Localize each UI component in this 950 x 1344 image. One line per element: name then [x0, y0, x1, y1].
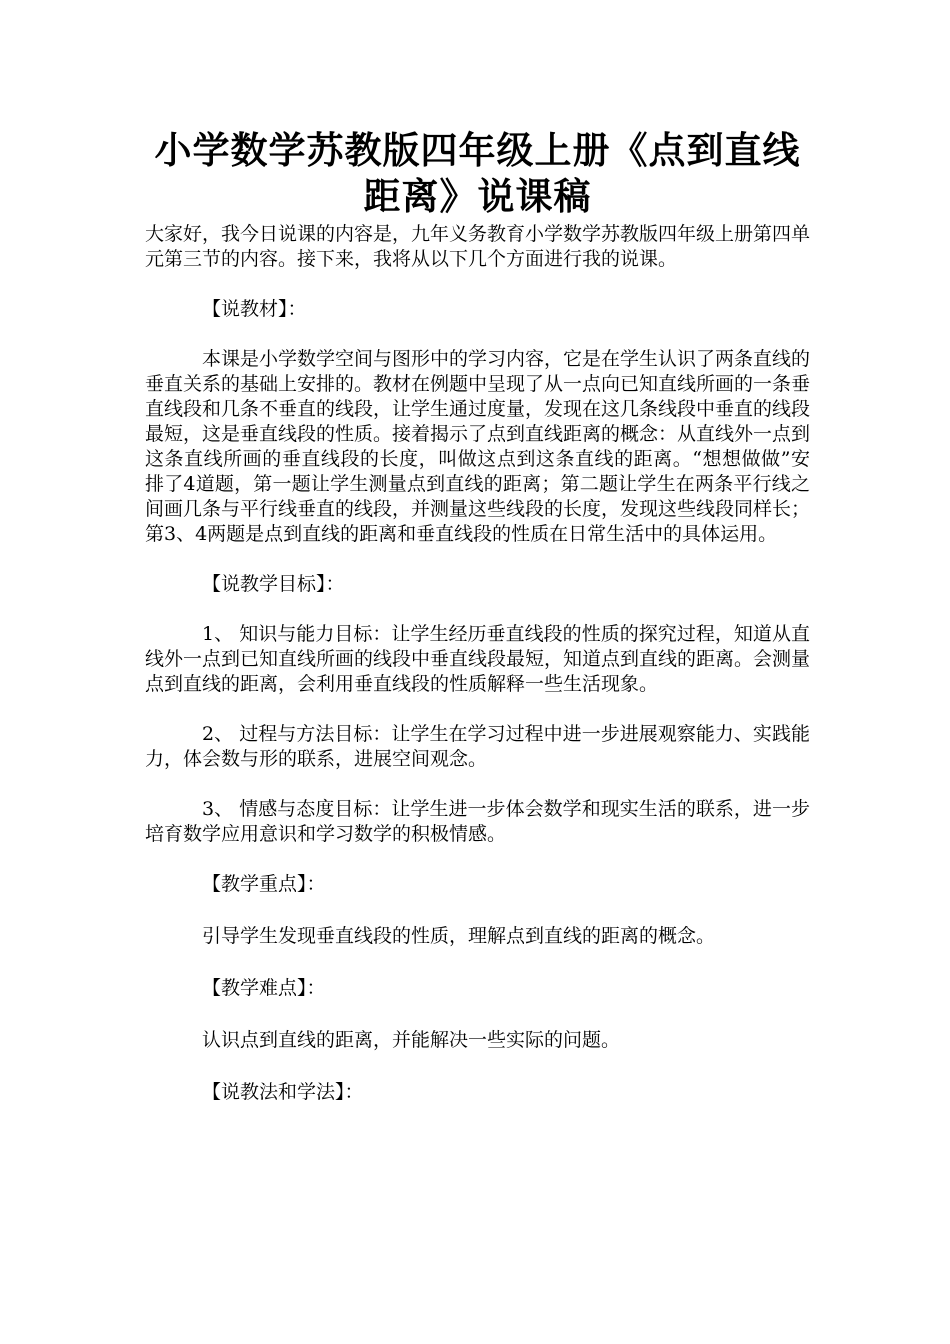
textbook-paragraph: 本课是小学数学空间与图形中的学习内容，它是在学生认识了两条直线的垂直关系的基础上安排的。教材在例题中呈现了从一点向已知直线所画的一条垂直线段和几条不垂直的线段，让学生通过度量，发现在这几条线段中垂直的线段最短，这是垂直线段的性质。接着揭示了点到直线距离的概念：从直线外一点到这条直线所画的垂直线段的长度，叫做这点到这条直线的距离。“想想做做”安排了4道题，第一题让学生测量点到直线的距离；第二题让学生在两条平行线之间画几条与平行线垂直的线段，并测量这些线段的长度，发现这些线段同样长；第3、4两题是点到直线的距离和垂直线段的性质在日常生活中的具体运用。 — [145, 348, 811, 545]
textbook-heading: 【说教材】： — [202, 298, 307, 320]
methods-heading: 【说教法和学法】： — [202, 1081, 364, 1103]
intro-paragraph: 大家好，我今日说课的内容是，九年义务教育小学数学苏教版四年级上册第四单元第三节的内容。接下来，我将从以下几个方面进行我的说课。 — [145, 223, 811, 270]
title-line-1: 小学数学苏教版四年级上册《点到直线 — [154, 129, 801, 172]
document-page — [145, 128, 810, 1105]
goals-heading: 【说教学目标】： — [202, 573, 345, 595]
goal-emotion-paragraph: 3、 情感与态度目标：让学生进一步体会数学和现实生活的联系，进一步培育数学应用意识和学习数学的积极情感。 — [145, 798, 810, 845]
difficulty-heading: 【教学难点】： — [202, 977, 326, 999]
goal-process-paragraph: 2、 过程与方法目标：让学生在学习过程中进一步进展观察能力、实践能力，体会数与形的联系，进展空间观念。 — [145, 723, 810, 770]
title-line-2: 距离》说课稿 — [363, 175, 592, 218]
document-title — [145, 128, 810, 220]
key-point-heading: 【教学重点】： — [202, 873, 326, 895]
goal-knowledge-paragraph: 1、 知识与能力目标：让学生经历垂直线段的性质的探究过程，知道从直线外一点到已知直线所画的线段中垂直线段最短，知道点到直线的距离。会测量点到直线的距离，会利用垂直线段的性质解释一些生活现象。 — [145, 623, 811, 695]
difficulty-paragraph: 认识点到直线的距离，并能解决一些实际的问题。 — [202, 1029, 621, 1051]
key-point-paragraph: 引导学生发现垂直线段的性质，理解点到直线的距离的概念。 — [202, 925, 716, 947]
